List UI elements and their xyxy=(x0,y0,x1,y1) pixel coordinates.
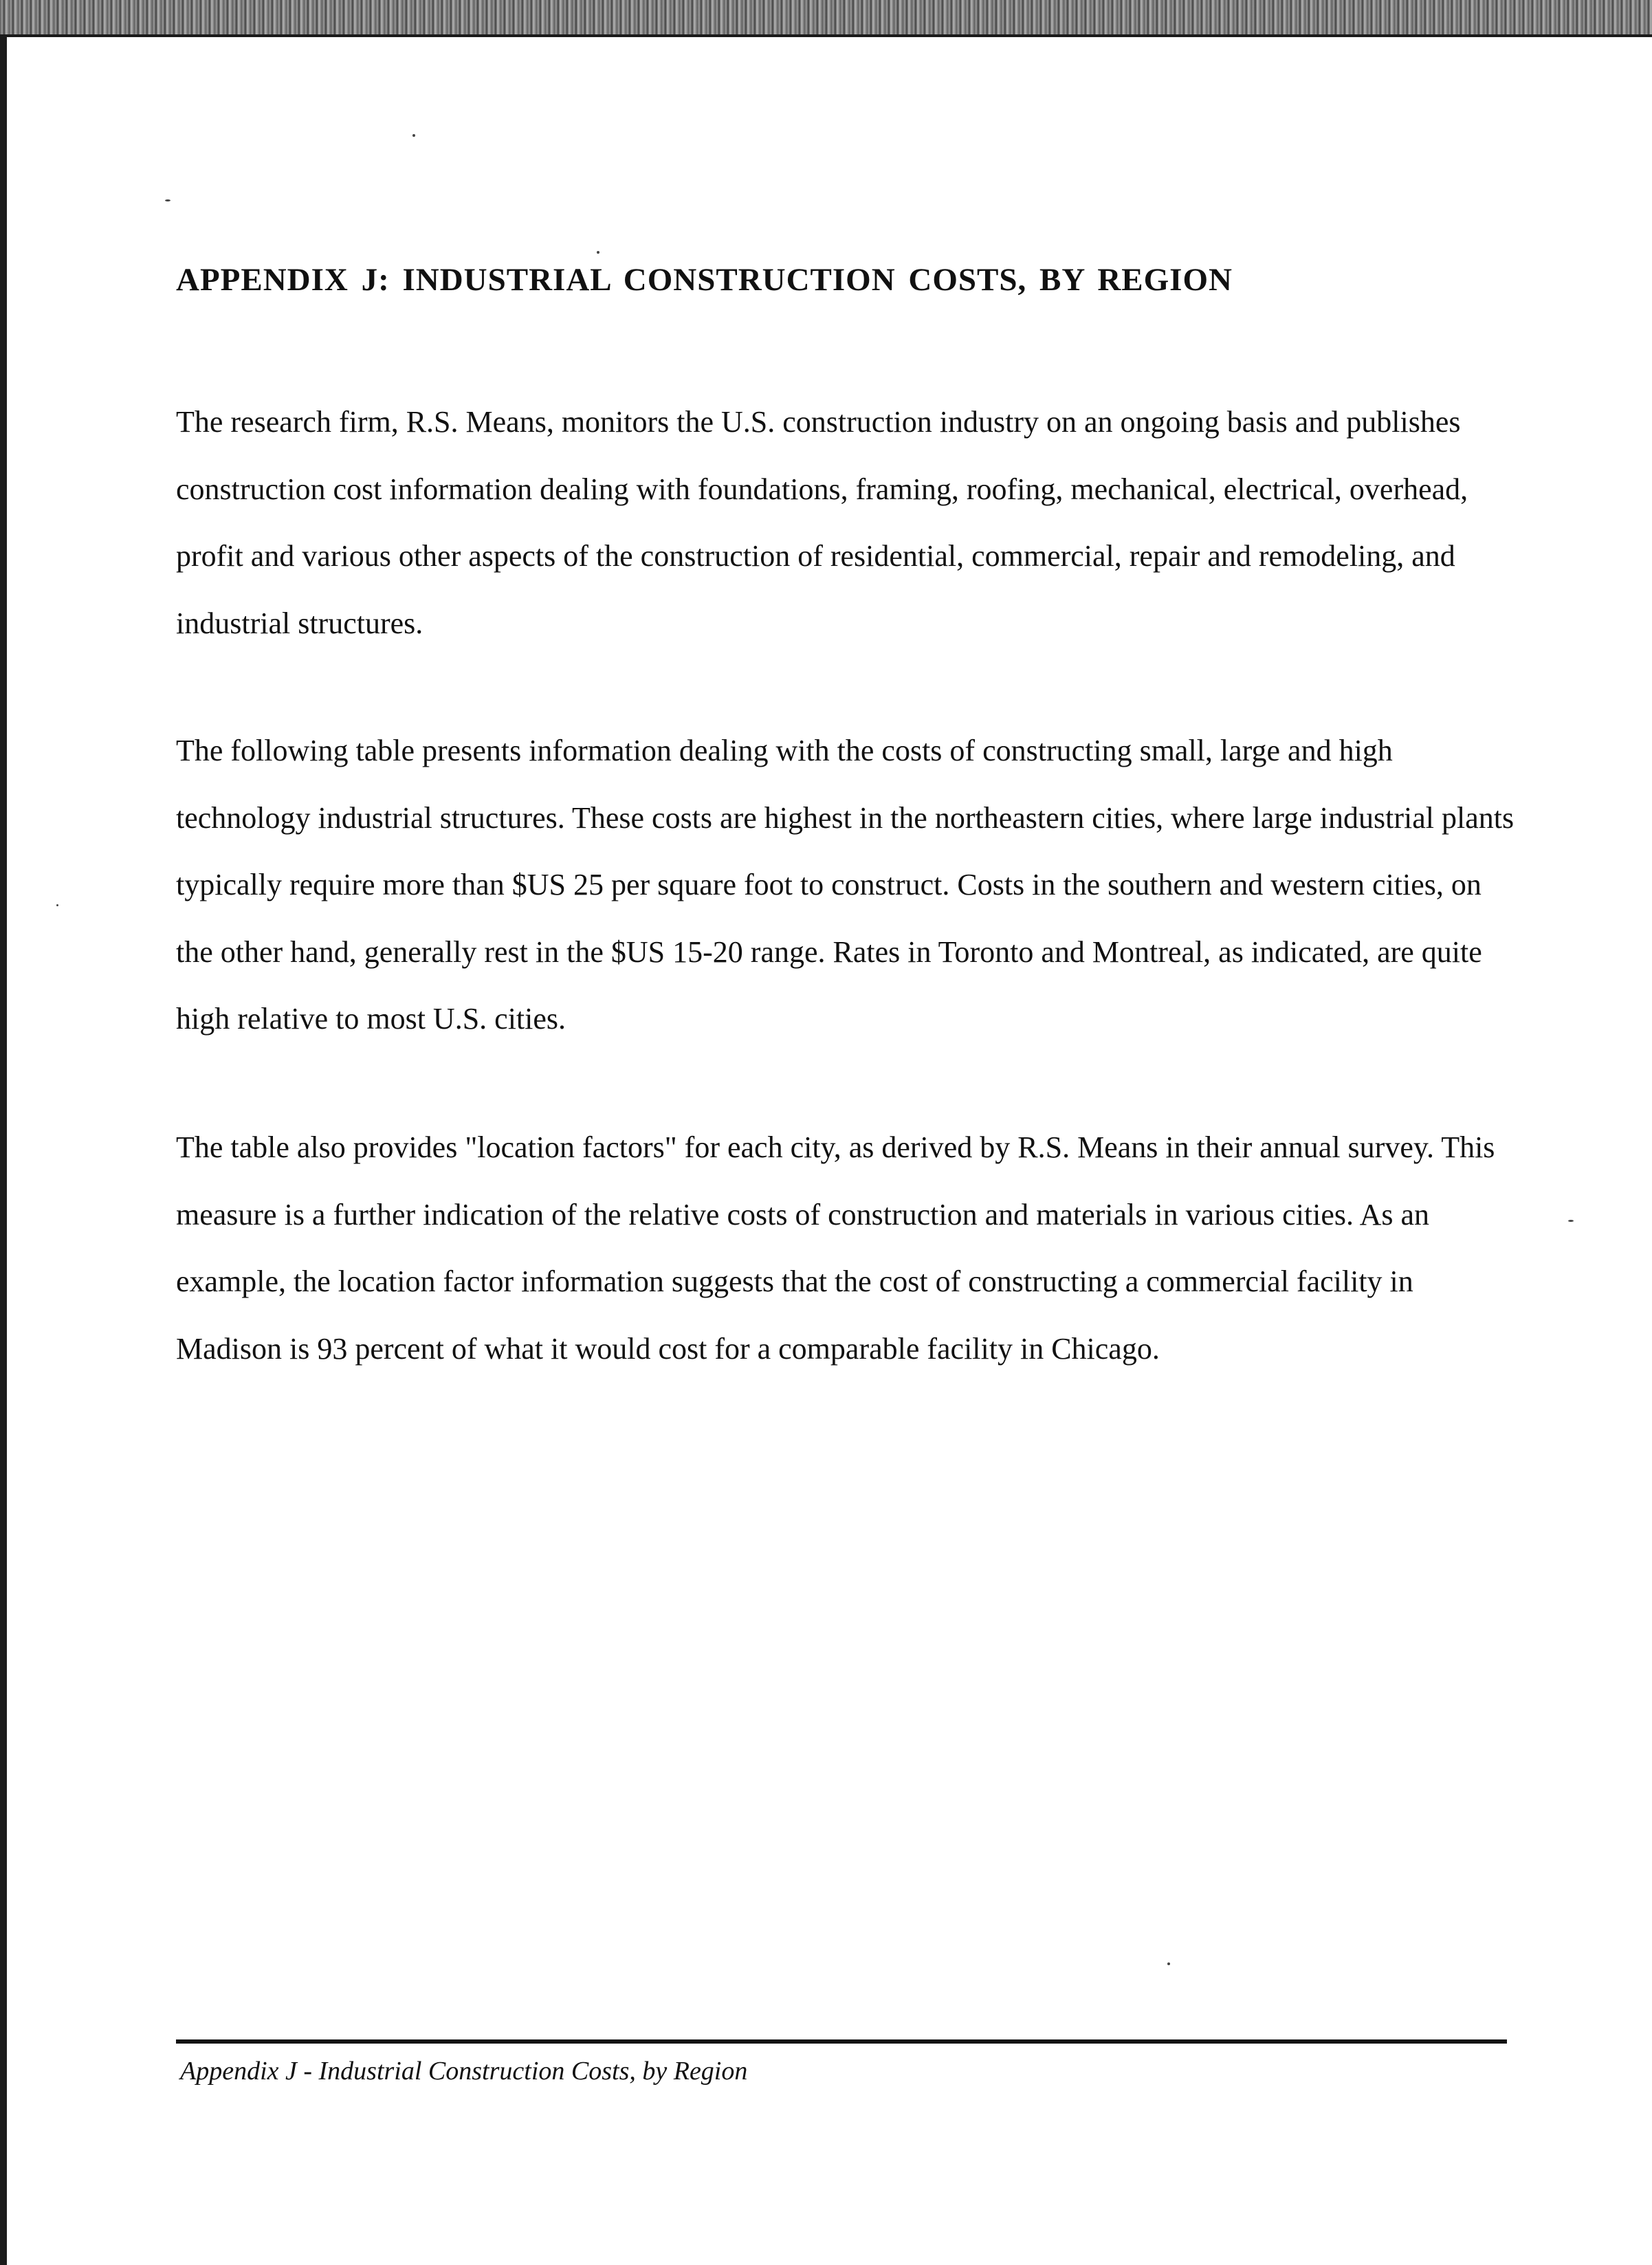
footer-rule xyxy=(176,2039,1507,2044)
scan-speck xyxy=(412,134,415,137)
paragraph-costs: The following table presents information dealing with the costs of constructing small, large and high technology industrial structures. These costs are highest in the northeastern cities, where large industrial plants typically require more than $US 25 per square foot to construct. Costs in the southern and western cities, on the other hand, generally rest in the $US 15-20 range. Rates in Toronto and Montreal, as indicated, are quite high relative to most U.S. cities. xyxy=(176,734,1515,1036)
appendix-heading: APPENDIX J: INDUSTRIAL CONSTRUCTION COSTS, BY REGION xyxy=(176,262,1233,298)
paragraph-intro: The research firm, R.S. Means, monitors the U.S. construction industry on an ongoing basis and publishes construction cost information dealing with foundations, framing, roofing, mechanical, electrical, overhead, profit and various other aspects of the construction of residential, commercial, repair and remodeling, and industrial structures. xyxy=(176,405,1468,640)
scan-border-left xyxy=(0,34,7,2265)
scan-speck xyxy=(165,199,170,201)
scan-border-top xyxy=(0,0,1652,37)
scan-speck xyxy=(597,251,599,254)
footer-running-title: Appendix J - Industrial Construction Costs, by Region xyxy=(180,2057,748,2086)
scan-speck xyxy=(56,904,58,906)
paragraph-location-factors: The table also provides "location factors" for each city, as derived by R.S. Means in their annual survey. This measure is a further indication of the relative costs of construction and materials in various cities. As an example, the location factor information suggests that the cost of constructing a commercial facility in Madison is 93 percent of what it would cost for a comparable facility in Chicago. xyxy=(176,1130,1495,1366)
scan-speck xyxy=(1167,1962,1170,1965)
scan-speck xyxy=(1568,1220,1574,1222)
